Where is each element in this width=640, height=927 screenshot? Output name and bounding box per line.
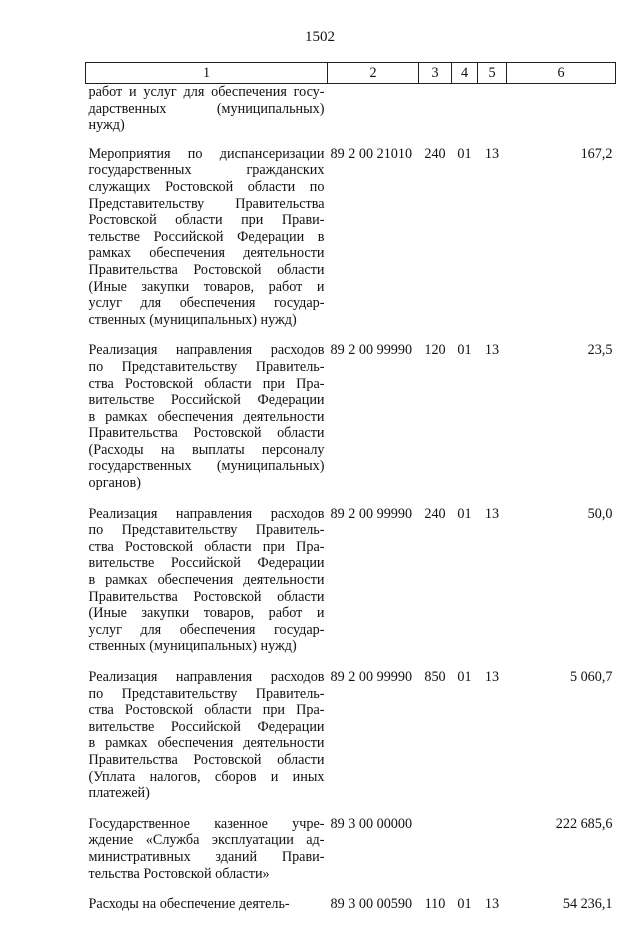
description-line: рамках обеспечения деятельности (88, 245, 325, 262)
table-row (86, 896, 616, 927)
description-line: Реализация направления расходов (88, 669, 325, 685)
description-line: ства Ростовской области при Пра- (88, 702, 325, 719)
header-col-1: 1 (86, 63, 328, 84)
description-line: ственных (муниципальных) нужд) (88, 311, 297, 328)
row-section: 01 (457, 342, 472, 359)
description-line: государственных (муниципальных) (88, 458, 325, 475)
row-expense-type (419, 84, 452, 146)
description-line: по Представительству Правитель- (88, 685, 325, 702)
description-line: по Представительству Правитель- (88, 522, 325, 539)
row-amount: 50,0 (587, 505, 613, 522)
row-expense-type (419, 816, 452, 896)
description-line: ждение «Служба эксплуатации ад- (88, 832, 325, 849)
description-line: в рамках обеспечения деятельности (88, 408, 325, 425)
description-line: тельства Ростовской области» (88, 865, 270, 882)
row-subsection: 13 (484, 505, 500, 522)
row-section: 01 (457, 505, 472, 522)
row-amount: 54 236,1 (562, 896, 613, 913)
row-amount (507, 84, 616, 146)
row-target-code: 89 2 00 99990 (330, 505, 413, 522)
row-expense-type: 240 (424, 145, 446, 162)
description-line: (Иные закупки товаров, работ и (88, 605, 325, 622)
row-target-code (328, 84, 419, 146)
row-target-code: 89 2 00 99990 (330, 669, 413, 685)
row-subsection: 13 (484, 669, 500, 685)
description-line: служащих Ростовской области по (88, 178, 325, 195)
row-description (86, 342, 328, 505)
description-line: тельстве Российской Федерации в (88, 228, 325, 245)
description-line: Правительства Ростовской области (88, 588, 325, 605)
description-line: вительстве Российской Федерации (88, 555, 325, 572)
description-line: ственных (муниципальных) нужд) (88, 638, 297, 655)
row-amount: 23,5 (587, 342, 613, 359)
budget-table (85, 62, 616, 927)
description-line: по Представительству Правитель- (88, 358, 325, 375)
description-line: Правительства Ростовской области (88, 261, 325, 278)
row-description (86, 896, 328, 927)
description-line: Государственное казенное учре- (88, 815, 325, 832)
description-line: (Иные закупки товаров, работ и (88, 278, 325, 295)
row-amount: 222 685,6 (555, 815, 613, 832)
row-section (452, 84, 478, 146)
description-line: органов) (88, 475, 141, 492)
description-line: ства Ростовской области при Пра- (88, 538, 325, 555)
description-line: Ростовской области при Прави- (88, 212, 325, 229)
row-subsection: 13 (484, 342, 500, 359)
row-target-code: 89 3 00 00590 (330, 896, 413, 913)
row-section: 01 (457, 145, 472, 162)
header-col-6: 6 (507, 63, 616, 84)
description-line: Представительству Правительства (88, 195, 325, 212)
description-line: Реализация направления расходов (88, 342, 325, 359)
row-subsection: 13 (484, 145, 500, 162)
description-line: услуг для обеспечения государ- (88, 295, 325, 312)
row-expense-type: 240 (424, 505, 446, 522)
description-line: государственных гражданских (88, 162, 325, 179)
row-section: 01 (457, 896, 472, 913)
header-col-2: 2 (328, 63, 419, 84)
table-row (86, 669, 616, 816)
description-line: вительстве Российской Федерации (88, 392, 325, 409)
row-subsection (478, 816, 507, 896)
row-section (452, 816, 478, 896)
description-line: в рамках обеспечения деятельности (88, 735, 325, 752)
row-subsection (478, 84, 507, 146)
table-row (86, 506, 616, 669)
table-row (86, 146, 616, 343)
description-line: министративных зданий Прави- (88, 848, 325, 865)
row-description (86, 506, 328, 669)
description-line: Реализация направления расходов (88, 505, 325, 522)
row-section: 01 (457, 669, 472, 685)
description-line: Правительства Ростовской области (88, 751, 325, 768)
row-expense-type: 110 (424, 896, 446, 913)
row-expense-type: 850 (424, 669, 446, 685)
row-amount: 5 060,7 (569, 669, 613, 685)
description-line: Мероприятия по диспансеризации (88, 145, 325, 162)
description-line: в рамках обеспечения деятельности (88, 572, 325, 589)
row-amount: 167,2 (580, 145, 613, 162)
header-row (86, 63, 616, 84)
description-line: ства Ростовской области при Пра- (88, 375, 325, 392)
description-line: Расходы на обеспечение деятель- (88, 896, 290, 913)
description-line: (Расходы на выплаты персоналу (88, 441, 325, 458)
description-line: услуг для обеспечения государ- (88, 621, 325, 638)
description-line: нужд) (88, 117, 125, 134)
table-body (86, 84, 616, 927)
row-target-code: 89 2 00 99990 (330, 342, 413, 359)
page-number: 1502 (305, 29, 335, 45)
description-line: платежей) (88, 785, 150, 802)
row-description (86, 146, 328, 343)
row-description (86, 669, 328, 816)
header-col-5: 5 (478, 63, 507, 84)
description-line: вительстве Российской Федерации (88, 718, 325, 735)
description-line: Правительства Ростовской области (88, 425, 325, 442)
header-col-3: 3 (419, 63, 452, 84)
row-description (86, 816, 328, 896)
row-target-code: 89 3 00 00000 (330, 815, 413, 832)
row-description (86, 84, 328, 146)
description-line: дарственных (муниципальных) (88, 100, 325, 117)
description-line: (Уплата налогов, сборов и иных (88, 768, 325, 785)
row-subsection: 13 (484, 896, 500, 913)
row-target-code: 89 2 00 21010 (330, 145, 413, 162)
row-expense-type: 120 (424, 342, 446, 359)
table-row (86, 84, 616, 146)
description-line: работ и услуг для обеспечения госу- (88, 84, 325, 100)
table-row (86, 816, 616, 896)
table-row (86, 342, 616, 505)
header-col-4: 4 (452, 63, 478, 84)
